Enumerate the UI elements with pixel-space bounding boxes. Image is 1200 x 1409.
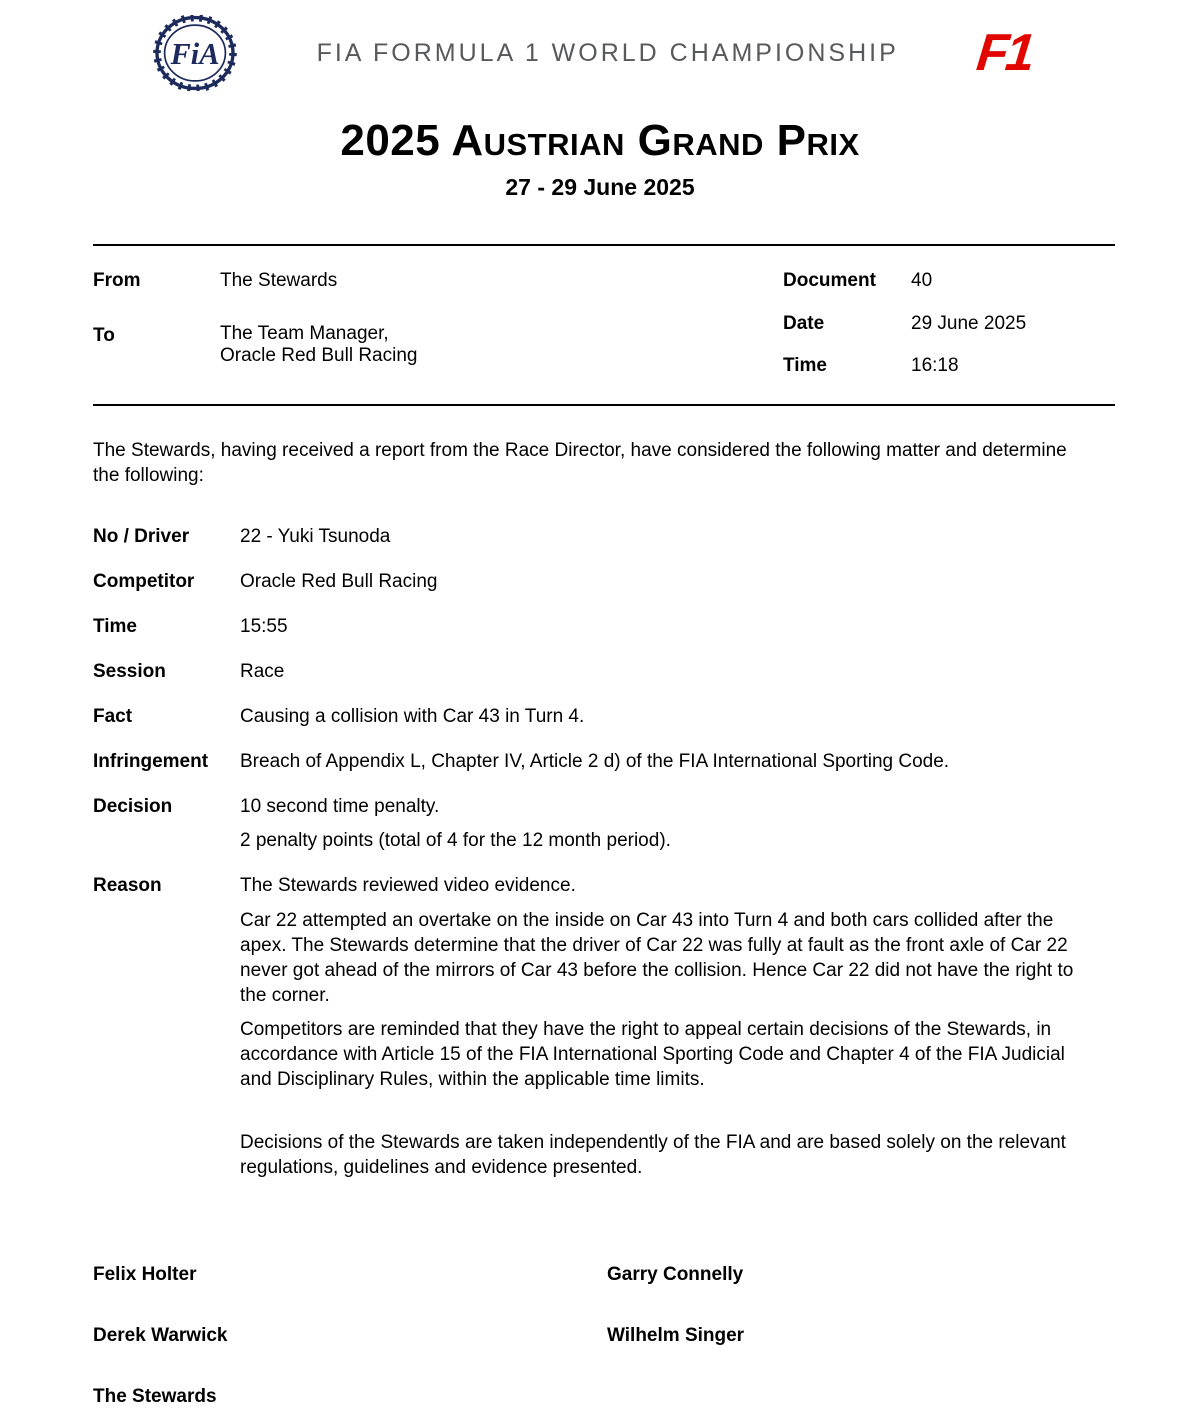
field-reason xyxy=(93,873,1115,1180)
event-dates: 27 - 29 June 2025 xyxy=(505,174,695,201)
time-label: Time xyxy=(783,354,828,376)
field-fact xyxy=(93,704,1115,729)
to-label: To xyxy=(93,324,115,346)
competitor-value: Oracle Red Bull Racing xyxy=(240,570,438,592)
no-driver-value: 22 - Yuki Tsunoda xyxy=(240,525,391,547)
time-value: 16:18 xyxy=(911,354,959,376)
from-value: The Stewards xyxy=(220,270,338,292)
decision-line2: 2 penalty points (total of 4 for the 12 month period). xyxy=(240,830,671,852)
to-value-line1: The Team Manager, xyxy=(220,322,389,344)
no-driver-label: No / Driver xyxy=(93,525,190,547)
signature-row-1 xyxy=(93,1262,1115,1287)
date-value: 29 June 2025 xyxy=(911,312,1027,334)
meta-right-column xyxy=(783,268,1115,377)
competitor-label: Competitor xyxy=(93,570,195,592)
document-label: Document xyxy=(783,270,876,292)
document-value: 40 xyxy=(911,270,933,292)
fia-logo-icon xyxy=(152,15,238,91)
reason-paragraph-2: Car 22 attempted an overtake on the inside on Car 43 into Turn 4 and both cars collided after the apex. The Stewards determine that the driver of Car 22 was fully at fault as the front axle of Car 22 never got ahead of the mirrors of Car 43 before the collision. Hence Car 22 did not have the right to the corner. xyxy=(240,909,1074,1006)
session-label: Session xyxy=(93,661,166,683)
fact-value: Causing a collision with Car 43 in Turn 4. xyxy=(240,706,585,728)
session-value: Race xyxy=(240,661,285,683)
document-header xyxy=(0,8,1200,94)
signature-felix-holter: Felix Holter xyxy=(93,1264,197,1286)
field-infringement xyxy=(93,749,1115,774)
signatures-section xyxy=(93,1262,1115,1409)
fact-label: Fact xyxy=(93,706,133,728)
fields-section xyxy=(93,524,1115,1180)
signature-derek-warwick: Derek Warwick xyxy=(93,1325,228,1347)
decision-value xyxy=(240,794,1100,853)
to-value-line2: Oracle Red Bull Racing xyxy=(220,344,418,366)
divider-bottom xyxy=(93,404,1115,406)
reason-value xyxy=(240,873,1100,1180)
time-field-value: 15:55 xyxy=(240,615,288,637)
field-time xyxy=(93,614,1115,639)
title-block xyxy=(0,112,1200,202)
reason-label: Reason xyxy=(93,875,162,897)
decision-line1: 10 second time penalty. xyxy=(240,796,440,818)
signature-garry-connelly: Garry Connelly xyxy=(607,1264,744,1286)
decision-label: Decision xyxy=(93,796,173,818)
signature-wilhelm-singer: Wilhelm Singer xyxy=(607,1325,745,1347)
time-field-label: Time xyxy=(93,615,138,637)
signature-footer: The Stewards xyxy=(93,1386,217,1408)
field-session xyxy=(93,659,1115,684)
reason-paragraph-3: Competitors are reminded that they have the right to appeal certain decisions of the Stewards, in accordance with Article 15 of the FIA International Sporting Code and Chapter 4 of the FIA Judicial and Disciplinary Rules, within the applicable time limits. xyxy=(240,1018,1065,1090)
field-decision xyxy=(93,794,1115,853)
field-no-driver xyxy=(93,524,1115,549)
meta-block xyxy=(93,246,1115,403)
infringement-value: Breach of Appendix L, Chapter IV, Article 2 d) of the FIA International Sporting Code. xyxy=(240,751,950,773)
signature-row-2 xyxy=(93,1323,1115,1348)
reason-paragraph-4: Decisions of the Stewards are taken independently of the FIA and are based solely on the relevant regulations, guidelines and evidence presented. xyxy=(240,1132,1066,1179)
event-title: 2025 Austrian Grand Prix xyxy=(340,116,860,165)
date-label: Date xyxy=(783,312,825,334)
meta-left-column xyxy=(93,268,783,377)
f1-logo-icon: F1 xyxy=(974,24,1036,82)
document-content xyxy=(0,244,1200,1409)
championship-title: FIA FORMULA 1 WORLD CHAMPIONSHIP xyxy=(316,38,899,67)
svg-text:FiA: FiA xyxy=(170,36,220,71)
infringement-label: Infringement xyxy=(93,751,209,773)
reason-paragraph-1: The Stewards reviewed video evidence. xyxy=(240,875,576,897)
intro-paragraph: The Stewards, having received a report from the Race Director, have considered the following matter and determine the following: xyxy=(93,439,1067,486)
field-competitor xyxy=(93,569,1115,594)
from-label: From xyxy=(93,270,141,292)
to-value xyxy=(220,323,783,367)
